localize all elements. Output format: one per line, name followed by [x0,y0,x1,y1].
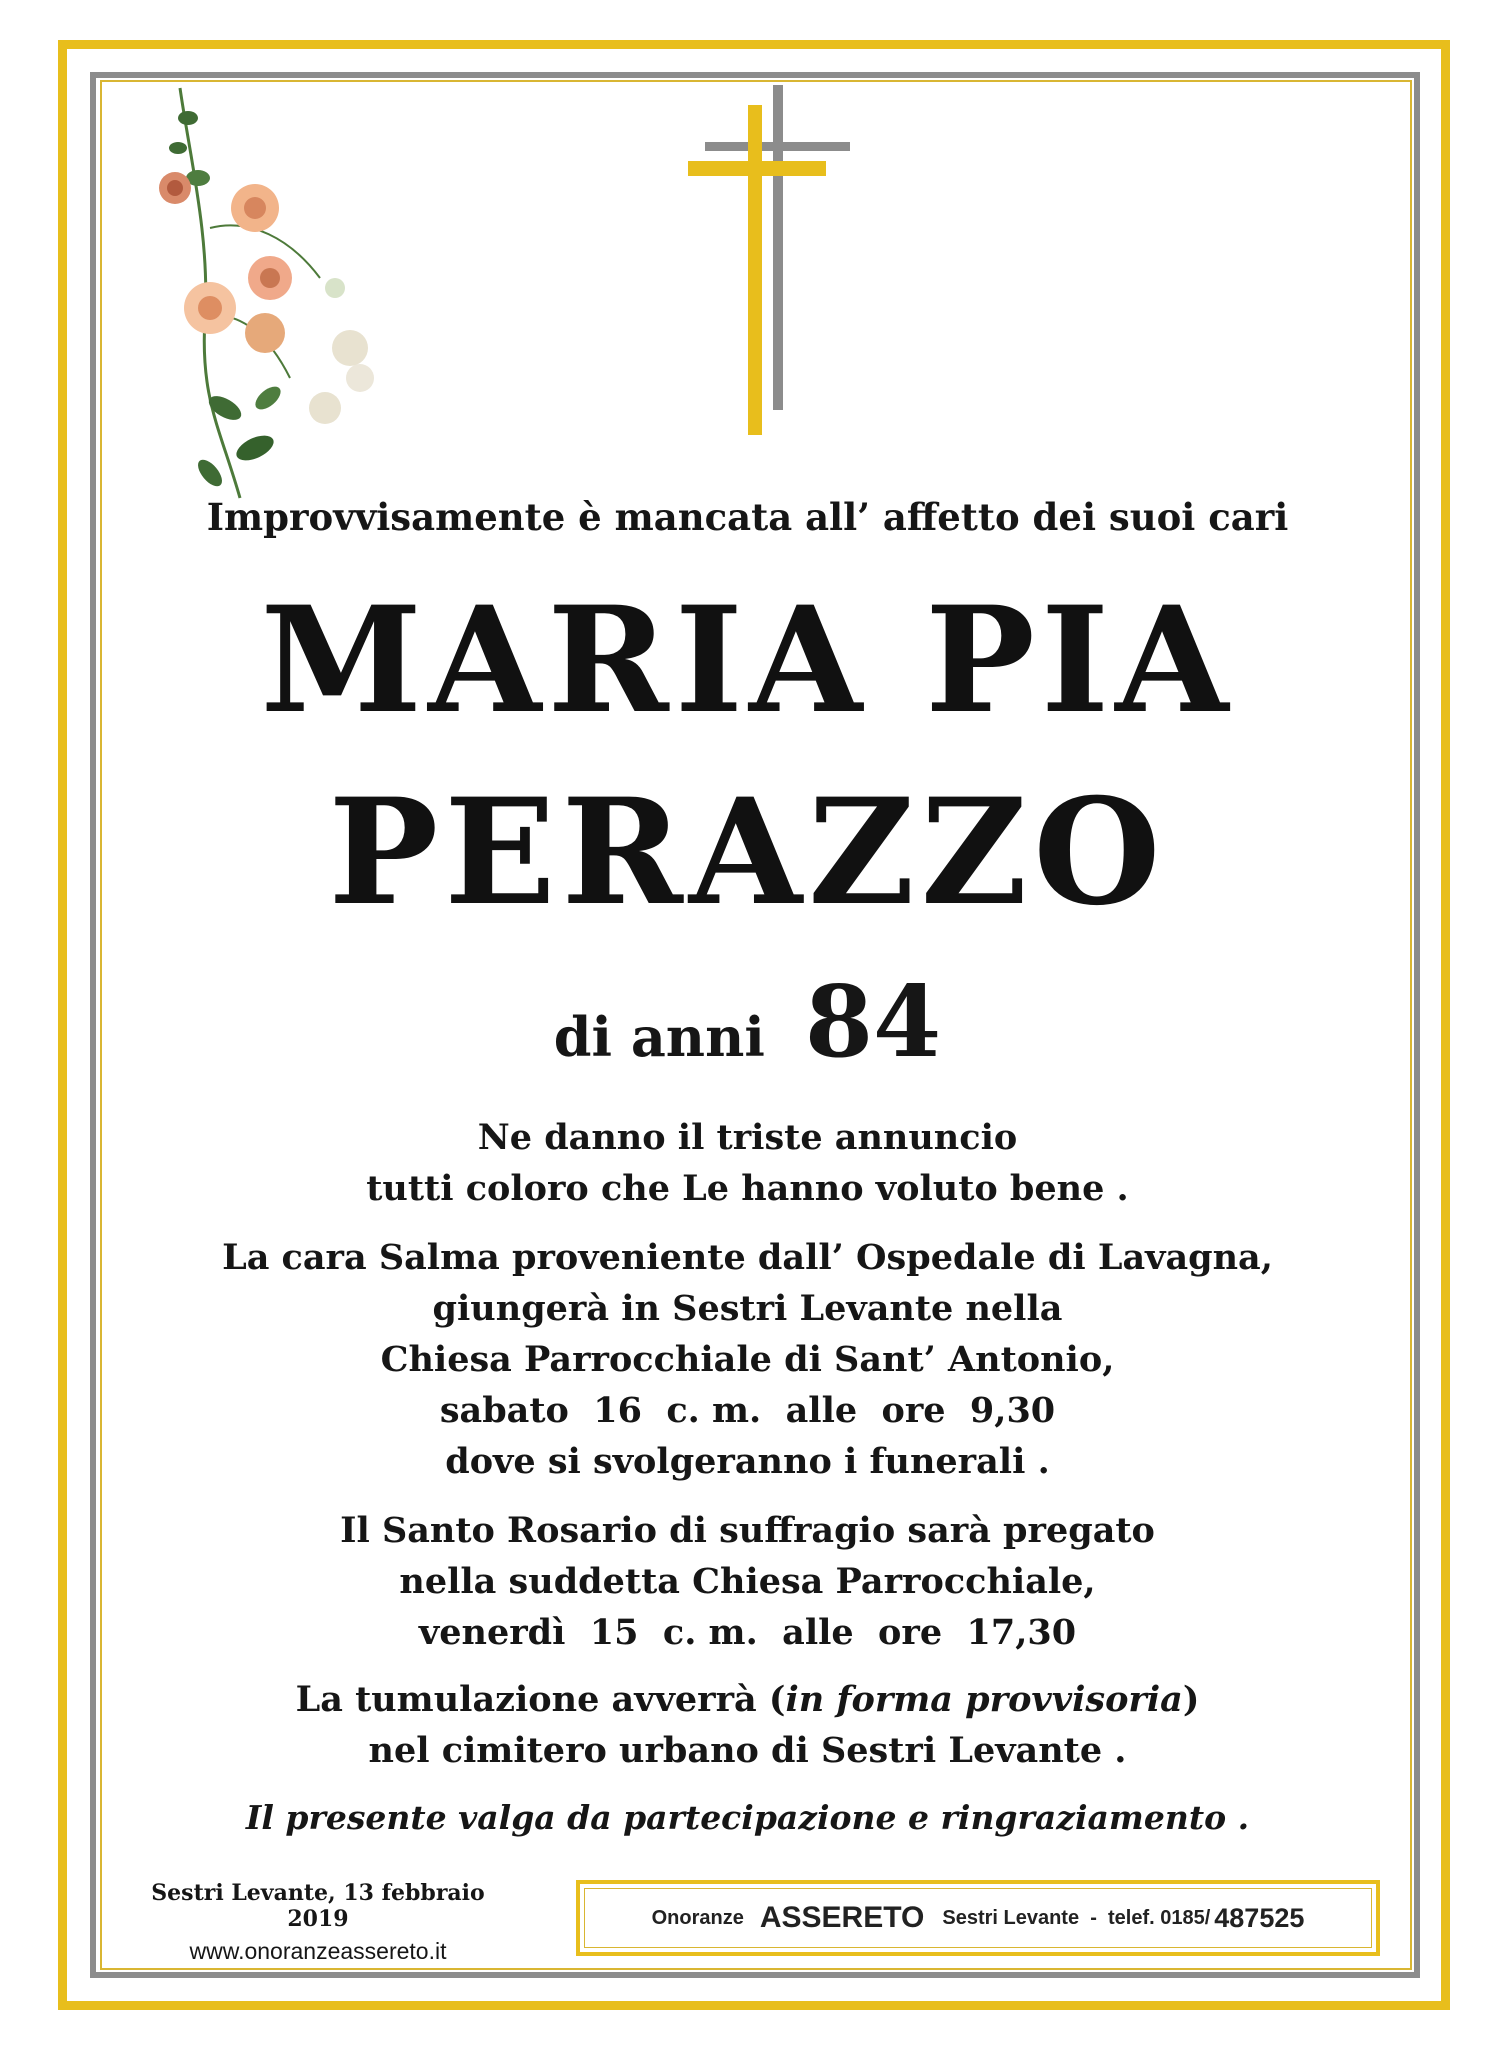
burial-paragraph [0,1674,1495,1776]
agency-prefix: Onoranze [651,1906,744,1929]
text-line: La cara Salma proveniente dall’ Ospedale di Lavagna, [222,1237,1273,1278]
cross-icon [680,85,850,435]
agency-city-phone: Sestri Levante - telef. 0185/ [942,1906,1211,1929]
funeral-paragraph [0,1232,1495,1487]
agency-box [576,1880,1380,1956]
agency-box-inner [584,1888,1372,1948]
text-line: nella suddetta Chiesa Parrocchiale, [399,1561,1096,1602]
closing-line: Il presente valga da partecipazione e ringraziamento . [245,1798,1250,1837]
age-label: di anni [553,1005,765,1069]
text-line: dove si svolgeranno i funerali . [445,1441,1050,1482]
intro-line: Improvvisamente è mancata all’ affetto dei suoi cari [206,495,1289,539]
deceased-surname: PERAZZO [328,767,1167,938]
announcement-paragraph [0,1112,1495,1214]
text-line: tutti coloro che Le hanno voluto bene . [366,1168,1129,1209]
text-line: Il Santo Rosario di suffragio sarà pregato [340,1510,1155,1551]
agency-phone: 487525 [1214,1902,1305,1933]
text-fragment-italic: in forma provvisoria [785,1679,1183,1720]
text-line [0,1674,1495,1725]
text-line: giungerà in Sestri Levante nella [432,1288,1063,1329]
agency-name: ASSERETO [759,1901,925,1934]
rosary-paragraph [0,1505,1495,1658]
text-line: Ne danno il triste annuncio [477,1117,1018,1158]
footer-left [118,1880,518,1965]
text-line: nel cimitero urbano di Sestri Levante . [368,1730,1127,1771]
website-link[interactable]: www.onoranzeassereto.it [189,1938,447,1964]
text-fragment: La tumulazione avverrà ( [295,1679,786,1720]
deceased-first-name: MARIA PIA [260,575,1235,746]
age-line [0,965,1495,1080]
place-date: Sestri Levante, 13 febbraio 2019 [151,1880,485,1932]
age-value: 84 [804,965,942,1080]
text-line: sabato 16 c. m. alle ore 9,30 [439,1390,1056,1431]
flowers-illustration [150,78,400,508]
text-line: Chiesa Parrocchiale di Sant’ Antonio, [380,1339,1115,1380]
text-fragment: ) [1182,1679,1200,1720]
text-line: venerdì 15 c. m. alle ore 17,30 [418,1612,1077,1653]
